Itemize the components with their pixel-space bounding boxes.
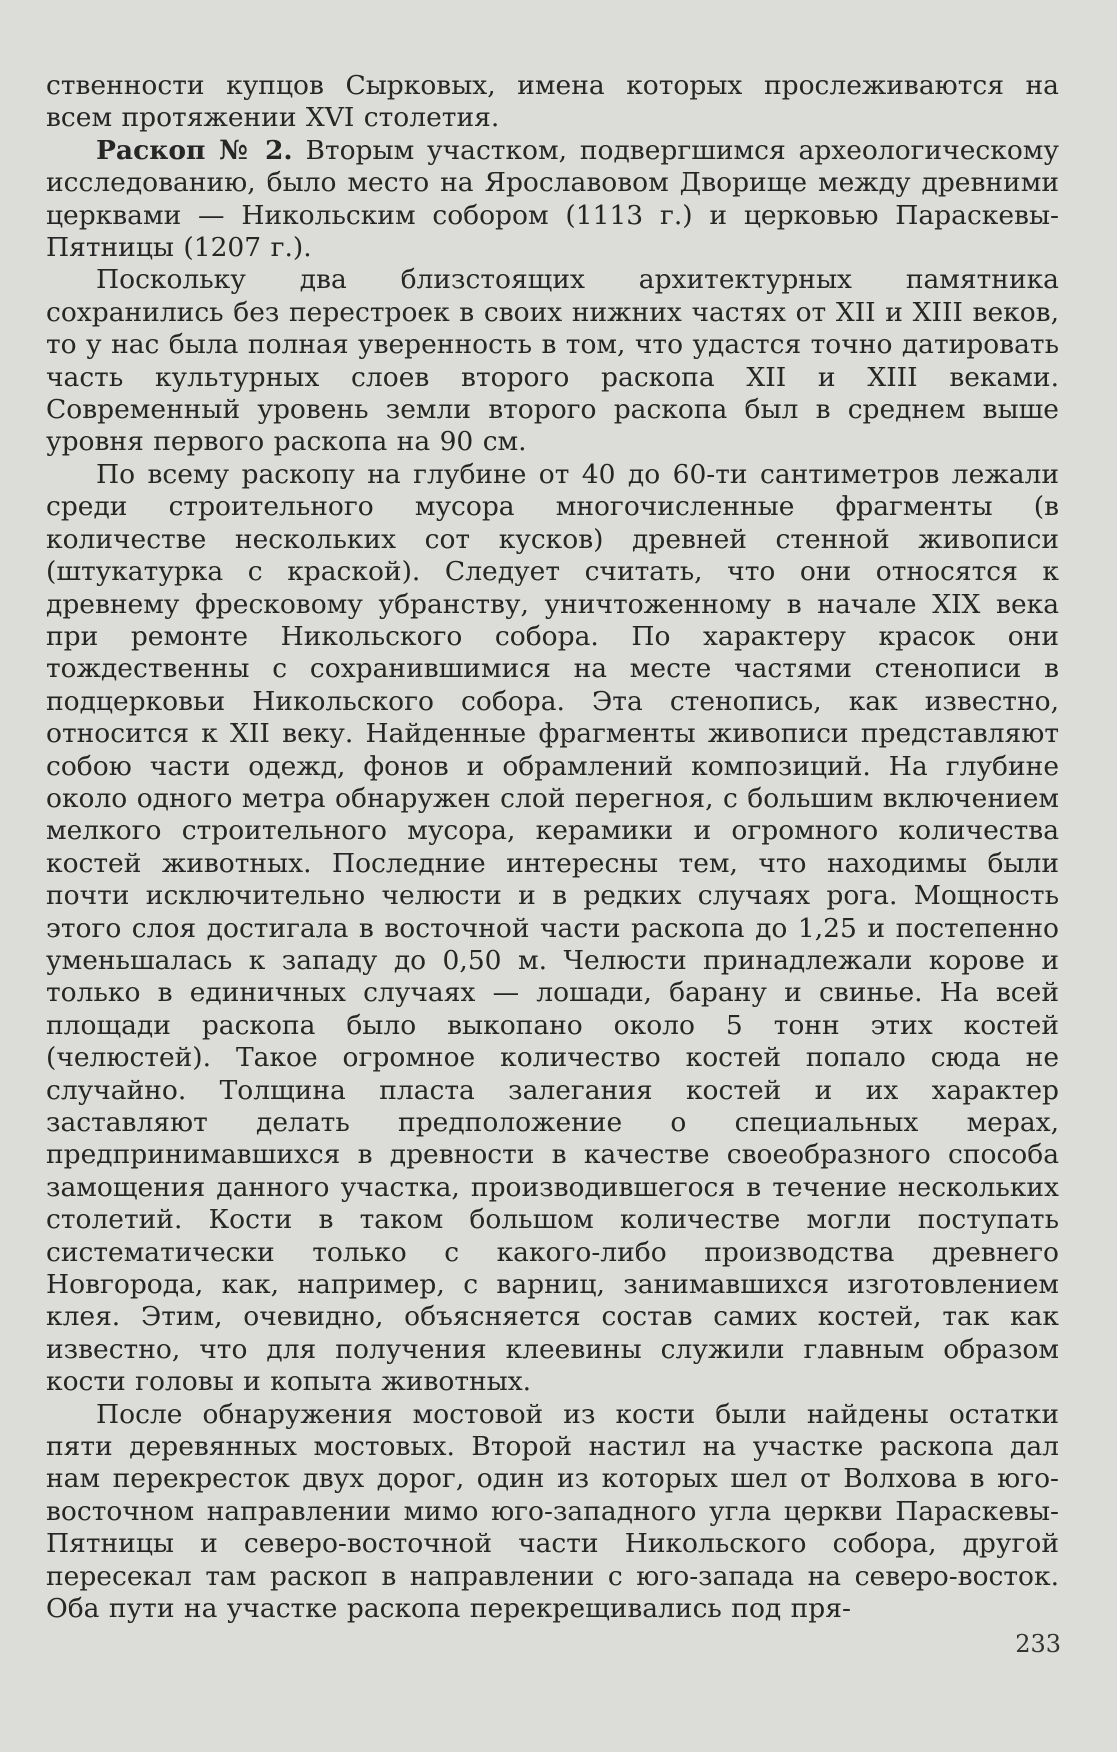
paragraph-excavation-2 bbox=[46, 135, 1059, 265]
paragraph-monuments bbox=[46, 264, 1059, 458]
paragraph-text: После обнаружения мостовой из кости были найдены остатки пяти деревянных мостовых. Второй настил на участке раскопа дал нам перекресток двух дорог, один из которых шел от Волхова в юго-восточном направлении мимо юго-западного угла церкви Параскевы-Пятницы и северо-восточной части Никольского собора, другой пересекал там раскоп в направлении с юго-запада на северо-восток. Оба пути на участке раскопа перекрещивались под пря- bbox=[46, 1398, 1059, 1625]
body-text bbox=[46, 70, 1059, 1626]
section-lead: Раскоп № 2. bbox=[96, 134, 293, 166]
paragraph-text: Вторым участком, подвергшимся археологическому исследованию, было место на Ярославовом Дворище между древними церквами — Никольским собором (1113 г.) и церковью Параскевы-Пятницы (1207 г.). bbox=[46, 134, 1059, 264]
page-number: 233 bbox=[1015, 1630, 1061, 1658]
paragraph-text: ственности купцов Сырковых, имена которых прослеживаются на всем протяжении XVI столетия. bbox=[46, 70, 1059, 134]
paragraph-pavements bbox=[46, 1399, 1059, 1626]
paragraph-text: По всему раскопу на глубине от 40 до 60-ти сантиметров лежали среди строительного мусора многочисленные фрагменты (в количестве нескольких сот кусков) древней стенной живописи (штукатурка с краской). Следует считать, что они относятся к древнему фресковому убранству, уничтоженному в начале XIX века при ремонте Никольского собора. По характеру красок они тождественны с сохранившимися на месте частями стенописи в подцерковьи Никольского собора. Эта стенопись, как известно, относится к XII веку. Найденные фрагменты живописи представляют собою части одежд, фонов и обрамлений композиций. На глубине около одного метра обнаружен слой перегноя, с большим включением мелкого строительного мусора, керамики и огромного количества костей животных. Последние интересны тем, что находимы были почти исключительно челюсти и в редких случаях рога. Мощность этого слоя достигала в восточной части раскопа до 1,25 и постепенно уменьшалась к западу до 0,50 м. Челюсти принадлежали корове и только в единичных случаях — лошади, барану и свинье. На всей площади раскопа было выкопано около 5 тонн этих костей (челюстей). Такое огромное количество костей попало сюда не случайно. Толщина пласта залегания костей и их характер заставляют делать предположение о специальных мерах, предпринимавшихся в древности в качестве своеобразного способа замощения данного участка, производившегося в течение нескольких столетий. Кости в таком большом количестве могли поступать систематически только с какого-либо производства древнего Новгорода, как, например, с варниц, занимавшихся изготовлением клея. Этим, очевидно, объясняется состав самих костей, так как известно, что для получения клеевины служили главным образом кости головы и копыта животных. bbox=[46, 458, 1059, 1398]
paragraph-fragments bbox=[46, 459, 1059, 1399]
paragraph-text: Поскольку два близстоящих архитектурных памятника сохранились без перестроек в своих нижних частях от XII и XIII веков, то у нас была полная уверенность в том, что удастся точно датировать часть культурных слоев второго раскопа XII и XIII веками. Современный уровень земли второго раскопа был в среднем выше уровня первого раскопа на 90 см. bbox=[46, 264, 1059, 458]
paragraph-continuation bbox=[46, 70, 1059, 135]
